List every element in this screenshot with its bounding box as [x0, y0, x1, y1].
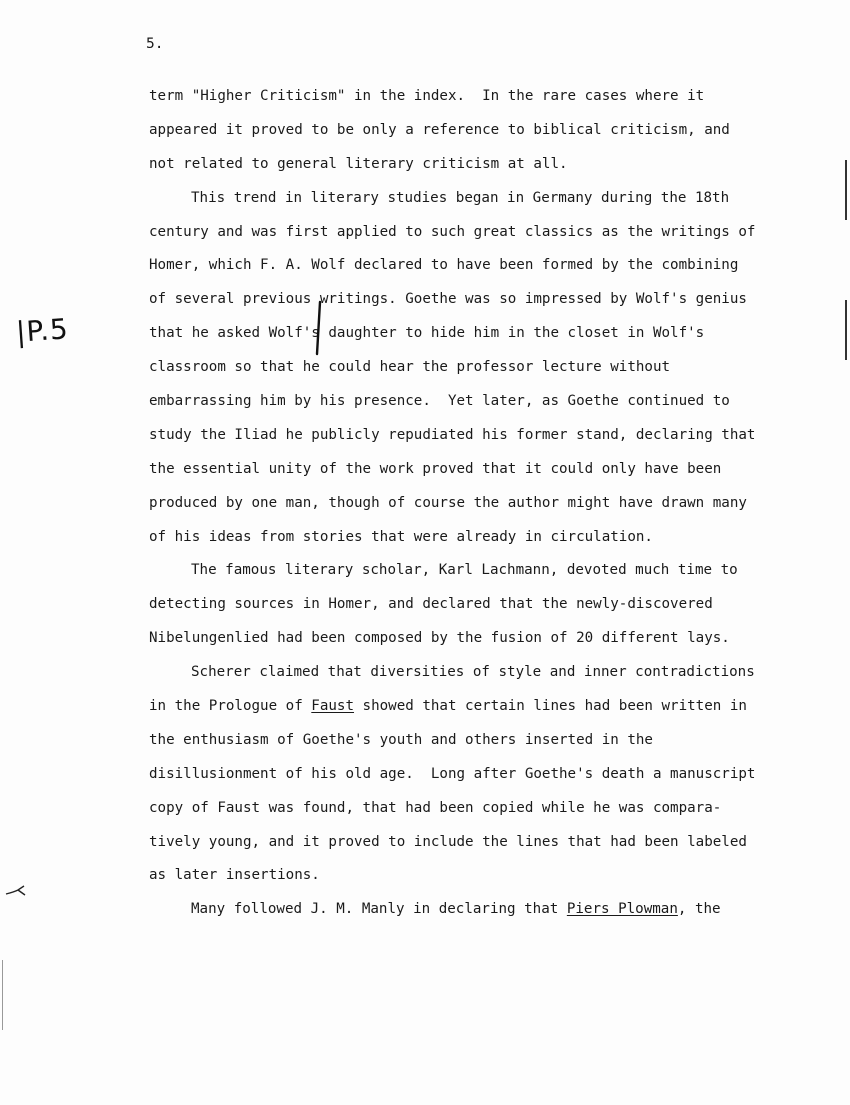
text-segment: classroom so that he could hear the professor lecture without	[149, 359, 671, 376]
text-segment: produced by one man, though of course the author might have drawn many	[149, 494, 747, 511]
text-segment: that he asked Wolf's daughter to hide him in the closet in Wolf's	[149, 325, 705, 342]
text-segment: This trend in literary studies began in Germany during the 18th	[191, 189, 730, 206]
text-segment: Nibelungenlied had been composed by the fusion of 20 different lays.	[149, 630, 730, 647]
text-segment: century and was first applied to such great classics as the writings of	[149, 223, 756, 240]
text-line	[149, 898, 769, 932]
text-line	[149, 797, 769, 831]
text-line	[149, 85, 769, 119]
text-line	[149, 187, 769, 221]
text-segment: as later insertions.	[149, 867, 320, 884]
text-line	[149, 221, 769, 255]
text-line	[149, 729, 769, 763]
text-line	[149, 831, 769, 865]
text-segment: Scherer claimed that diversities of style and inner contradictions	[191, 664, 755, 681]
text-line	[149, 322, 769, 356]
text-line	[149, 356, 769, 390]
text-segment: appeared it proved to be only a reference to biblical criticism, and	[149, 121, 730, 138]
text-line	[149, 390, 769, 424]
text-line	[149, 627, 769, 661]
scan-edge-line	[845, 160, 847, 220]
text-segment: of several previous writings. Goethe was so impressed by Wolf's genius	[149, 291, 747, 308]
text-line	[149, 492, 769, 526]
text-line	[149, 526, 769, 560]
text-line	[149, 153, 769, 187]
page-number: 5.	[146, 36, 164, 52]
underlined-title: Piers Plowman	[566, 901, 678, 918]
text-line	[149, 661, 769, 695]
text-line	[149, 254, 769, 288]
text-line	[149, 559, 769, 593]
text-segment: detecting sources in Homer, and declared that the newly-discovered	[149, 596, 713, 613]
handwritten-insert-mark-icon	[311, 300, 327, 356]
text-segment: disillusionment of his old age. Long after Goethe's death a manuscript	[149, 765, 756, 782]
text-segment: the enthusiasm of Goethe's youth and others inserted in the	[149, 731, 653, 748]
text-segment: Homer, which F. A. Wolf declared to have been formed by the combining	[149, 257, 739, 274]
text-line	[149, 695, 769, 729]
text-line	[149, 864, 769, 898]
text-segment: , the	[677, 901, 721, 918]
text-segment: not related to general literary criticism at all.	[149, 155, 568, 172]
text-segment: embarrassing him by his presence. Yet later, as Goethe continued to	[149, 393, 730, 410]
text-segment: study the Iliad he publicly repudiated his former stand, declaring that	[149, 426, 756, 443]
scan-edge-line	[2, 960, 3, 1030]
text-line	[149, 458, 769, 492]
text-line	[149, 763, 769, 797]
text-segment: the essential unity of the work proved that it could only have been	[149, 460, 722, 477]
margin-tick-icon	[4, 884, 28, 900]
text-line	[149, 424, 769, 458]
text-segment: The famous literary scholar, Karl Lachmann, devoted much time to	[191, 562, 738, 579]
handwritten-margin-note: |P.5	[14, 312, 70, 349]
text-segment: in the Prologue of	[149, 698, 312, 715]
text-line	[149, 119, 769, 153]
text-segment: of his ideas from stories that were already in circulation.	[149, 528, 653, 545]
text-segment: term "Higher Criticism" in the index. In the rare cases where it	[149, 88, 705, 104]
text-segment: Many followed J. M. Manly in declaring that	[191, 901, 567, 918]
text-segment: copy of Faust was found, that had been copied while he was compara-	[149, 799, 722, 816]
body-text	[149, 85, 769, 932]
underlined-title: Faust	[311, 698, 355, 715]
text-line	[149, 593, 769, 627]
text-segment: tively young, and it proved to include the lines that had been labeled	[149, 833, 747, 850]
text-segment: showed that certain lines had been written in	[354, 698, 747, 715]
text-line	[149, 288, 769, 322]
scan-edge-line	[845, 300, 847, 360]
